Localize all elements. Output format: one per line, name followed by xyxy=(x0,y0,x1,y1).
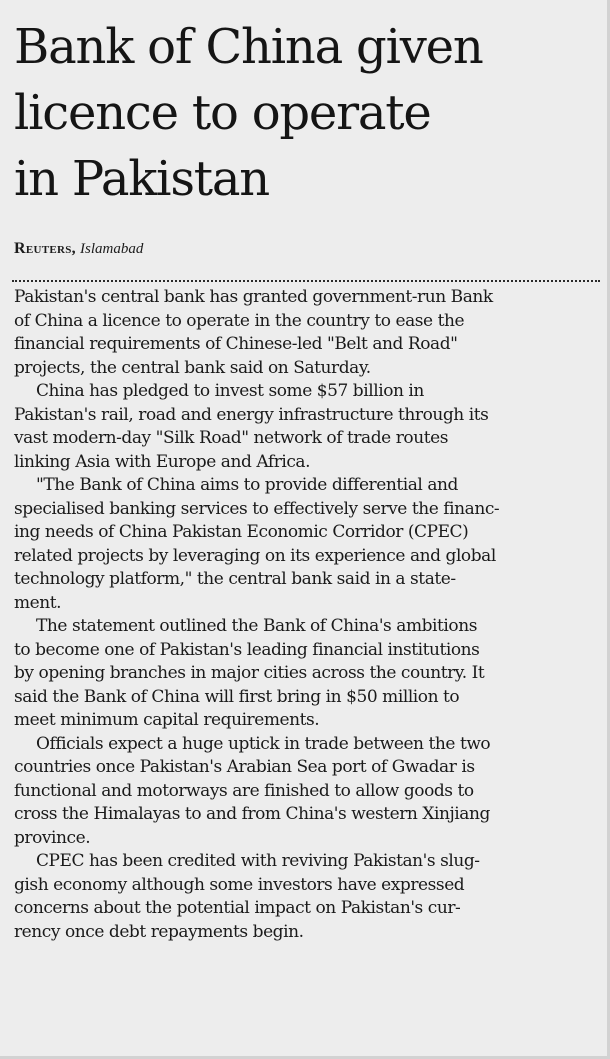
body-line: by opening branches in major cities across the country. It xyxy=(14,663,485,683)
body-line: concerns about the potential impact on Pakistan's cur- xyxy=(14,898,461,918)
paragraph-2 xyxy=(14,380,604,474)
paragraph-6 xyxy=(14,850,604,944)
byline-location: Islamabad xyxy=(79,241,144,257)
body-line: of China a licence to operate in the country to ease the xyxy=(14,310,465,331)
headline xyxy=(14,14,599,212)
headline-line: licence to operate xyxy=(14,85,431,141)
body-line: cross the Himalayas to and from China's western Xinjiang xyxy=(14,804,490,824)
body-line: gish economy although some investors have expressed xyxy=(14,874,465,895)
body-line: province. xyxy=(14,827,91,848)
body-line: China has pledged to invest some $57 billion in xyxy=(36,381,424,401)
body-line: technology platform," the central bank said in a state- xyxy=(14,569,456,589)
body-line: financial requirements of Chinese-led "Belt and Road" xyxy=(14,334,458,354)
byline xyxy=(14,239,143,259)
body-line: "The Bank of China aims to provide differential and xyxy=(36,475,458,495)
body-line: Pakistan's rail, road and energy infrastructure through its xyxy=(14,404,489,425)
byline-agency: Reuters, xyxy=(14,240,76,257)
body-line: said the Bank of China will first bring in $50 million to xyxy=(14,686,460,707)
dotted-divider xyxy=(12,280,600,282)
body-line: Pakistan's central bank has granted government-run Bank xyxy=(14,287,493,307)
body-line: linking Asia with Europe and Africa. xyxy=(14,451,311,472)
body-line: The statement outlined the Bank of China's ambitions xyxy=(36,616,477,636)
paragraph-5 xyxy=(14,733,604,851)
headline-line: in Pakistan xyxy=(14,151,269,207)
headline-line: Bank of China given xyxy=(14,19,483,75)
body-line: ment. xyxy=(14,592,62,613)
body-line: functional and motorways are finished to allow goods to xyxy=(14,780,474,801)
paragraph-3 xyxy=(14,474,604,615)
body-line: vast modern-day "Silk Road" network of trade routes xyxy=(14,428,448,448)
body-line: related projects by leveraging on its experience and global xyxy=(14,545,496,566)
article-body xyxy=(14,286,604,944)
body-line: ing needs of China Pakistan Economic Corridor (CPEC) xyxy=(14,522,469,542)
body-line: countries once Pakistan's Arabian Sea port of Gwadar is xyxy=(14,757,475,777)
body-line: projects, the central bank said on Saturday. xyxy=(14,357,371,378)
body-line: CPEC has been credited with reviving Pakistan's slug- xyxy=(36,851,480,871)
paragraph-1 xyxy=(14,286,604,380)
body-line: rency once debt repayments begin. xyxy=(14,921,304,942)
body-line: to become one of Pakistan's leading financial institutions xyxy=(14,639,480,660)
body-line: meet minimum capital requirements. xyxy=(14,710,320,730)
body-line: specialised banking services to effectively serve the financ- xyxy=(14,498,500,519)
body-line: Officials expect a huge uptick in trade between the two xyxy=(36,733,491,754)
paragraph-4 xyxy=(14,615,604,733)
